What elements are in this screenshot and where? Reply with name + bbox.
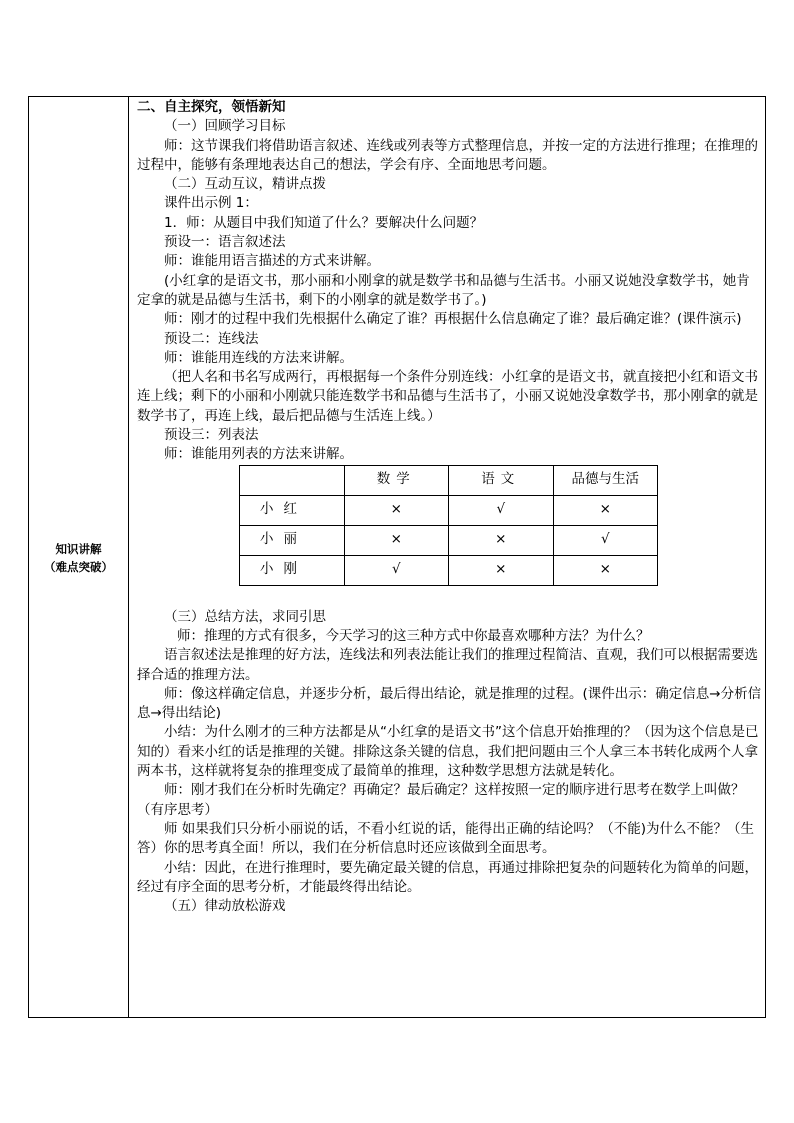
paragraph-2: (小红拿的是语文书，那小丽和小刚拿的就是数学书和品德与生活书。小丽又说她没拿数学书，她肯定拿的就是品德与生活书，剩下的小刚拿的就是数学书了。) [137,272,750,308]
lesson-table [28,96,766,1018]
spacer [137,586,763,608]
subheading-5: （五）律动放松游戏 [164,898,286,915]
table-row [240,495,658,525]
line-3: 预设一：语言叙述法 [164,234,286,251]
paragraph-7: 小结：为什么刚才的三种方法都是从“小红拿的是语文书”这个信息开始推理的？（因为这个信息是已知的）看来小红的话是推理的关键。排除这条关键的信息，我们把问题由三个人拿三本书转化成两个人拿两本书，这样就将复杂的推理变成了最简单的推理，这种数学思想方法就是转化。 [137,724,759,780]
line-2: 1．师：从题目中我们知道了什么？要解决什么问题？ [164,214,484,231]
paragraph-1: 师：这节课我们将借助语言叙述、连线或列表等方式整理信息，并按一定的方法进行推理；在推理的过程中，能够有条理地表达自己的想法，学会有序、全面地思考问题。 [137,137,758,173]
left-label-line-1: 知识讲解 [55,542,102,556]
table-cell: 小刚 [240,555,345,585]
table-cell: √ [553,525,658,555]
table-header-row [240,465,658,495]
left-label-cell [29,97,129,1017]
table-header-cell: 品德与生活 [553,465,658,495]
table-cell: × [449,555,554,585]
table-cell: × [553,555,658,585]
paragraph-4: （把人名和书名写成两行，再根据每一个条件分别连线：小红拿的是语文书，就直接把小红和语文书连上线；剩下的小丽和小刚就只能连数学书和品德与生活书了，小丽又说她没拿数学书，那小刚拿的就是数学书了，再连上线，最后把品德与生活连上线。） [137,369,758,424]
left-label-line-2: （难点突破） [44,560,113,574]
content-cell [137,98,763,916]
section-title: 二、自主探究，领悟新知 [137,99,286,115]
paragraph-6: 师：像这样确定信息，并逐步分析，最后得出结论，就是推理的过程。(课件出示：确定信息→分析信息→得出结论) [137,685,762,722]
table-cell: √ [449,495,554,525]
paragraph-3: 师：刚才的过程中我们先根据什么确定了谁？再根据什么信息确定了谁？最后确定谁？(课件演示) [164,311,742,328]
table-cell: 小丽 [240,525,345,555]
subheading-3: （三）总结方法，求同引思 [164,608,326,625]
paragraph-10: 小结：因此，在进行推理时，要先确定最关键的信息，再通过排除把复杂的问题转化为简单的问题，经过有序全面的思考分析，才能最终得出结论。 [137,859,758,895]
table-cell: × [449,525,554,555]
table-cell: 小红 [240,495,345,525]
subheading-2: （二）互动互议，精讲点拨 [164,176,326,193]
line-6: 师：谁能用连线的方法来讲解。 [164,349,353,366]
table-cell: × [344,525,449,555]
reasoning-table [239,465,658,586]
line-9: 师：推理的方式有很多，今天学习的这三种方式中你最喜欢哪种方法？为什么？ [177,627,650,644]
left-label [29,540,128,576]
table-cell: √ [344,555,449,585]
table-row [240,555,658,585]
paragraph-8: 师：刚才我们在分析时先确定？再确定？最后确定？这样按照一定的顺序进行思考在数学上叫做？（有序思考） [137,782,745,818]
table-row [240,525,658,555]
subheading-1: （一）回顾学习目标 [164,118,286,135]
line-1: 课件出示例 1： [164,195,258,212]
line-8: 师：谁能用列表的方法来讲解。 [164,446,353,463]
table-cell: × [344,495,449,525]
table-header-cell: 语文 [449,465,554,495]
line-5: 预设二：连线法 [164,330,259,347]
paragraph-9: 师 如果我们只分析小丽说的话，不看小红说的话，能得出正确的结论吗？（不能)为什么不能？（生答）你的思考真全面！所以，我们在分析信息时还应该做到全面思考。 [137,820,755,857]
paragraph-5: 语言叙述法是推理的好方法，连线法和列表法能让我们的推理过程简洁、直观，我们可以根据需要选择合适的推理方法。 [137,647,758,683]
table-cell: × [553,495,658,525]
table-header-cell: 数学 [344,465,449,495]
line-7: 预设三：列表法 [164,427,259,444]
line-4: 师：谁能用语言描述的方式来讲解。 [164,253,380,270]
table-header-cell [240,465,345,495]
